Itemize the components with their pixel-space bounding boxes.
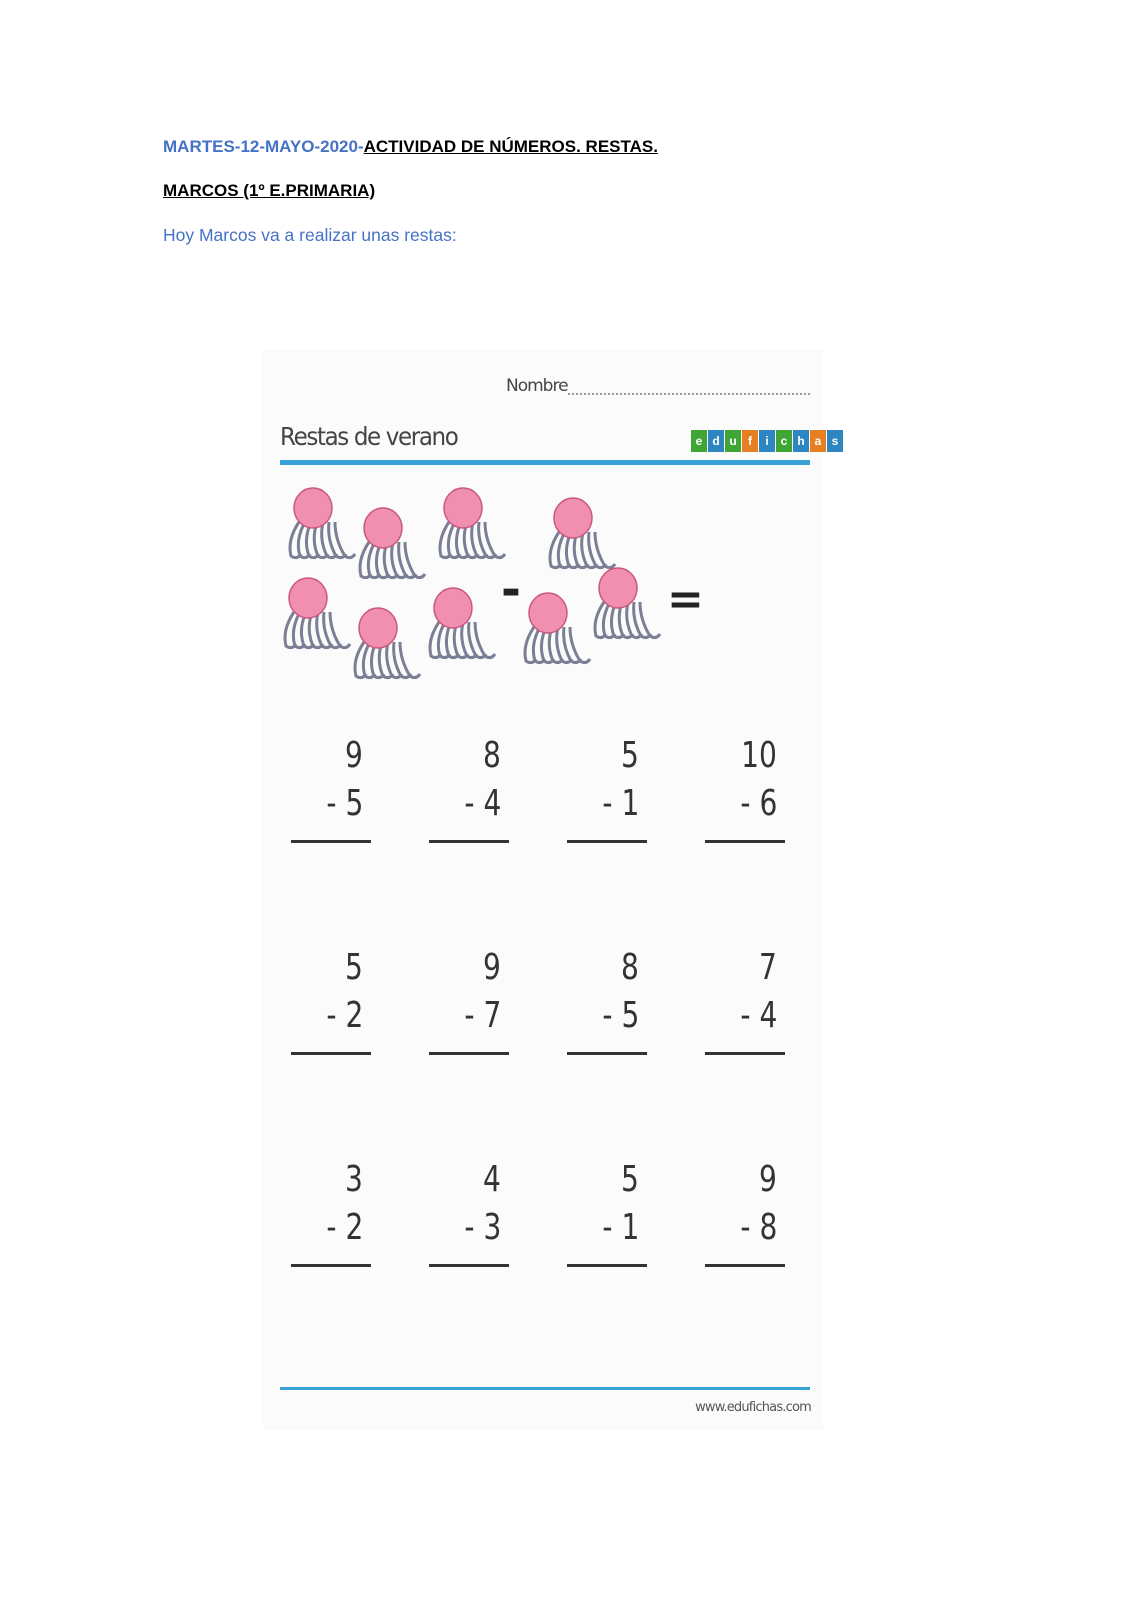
answer-line	[429, 1052, 509, 1055]
answer-line	[705, 1264, 785, 1267]
edufichas-logo	[691, 430, 843, 452]
octopus-icon	[550, 498, 615, 568]
subtraction-problem	[423, 735, 515, 835]
answer-line	[291, 840, 371, 843]
logo-letter: d	[708, 430, 724, 452]
footer-site: www.edufichas.com	[695, 1400, 811, 1415]
document-header	[163, 137, 658, 246]
minuend: 5	[621, 1159, 639, 1200]
octopus-icon	[360, 508, 425, 578]
answer-line	[567, 1052, 647, 1055]
subtrahend: - 1	[602, 1207, 639, 1248]
bottom-rule	[280, 1387, 810, 1390]
minuend: 3	[345, 1159, 363, 1200]
subtrahend: - 2	[326, 995, 363, 1036]
top-rule	[280, 460, 810, 465]
answer-line	[567, 840, 647, 843]
subtrahend: - 6	[740, 783, 777, 824]
subtrahend: - 5	[326, 783, 363, 824]
minuend: 9	[345, 735, 363, 776]
date-text: MARTES-12-MAYO-2020-	[163, 137, 364, 156]
answer-line	[705, 840, 785, 843]
name-blank-line	[568, 393, 810, 395]
subtrahend: - 1	[602, 783, 639, 824]
answer-line	[291, 1264, 371, 1267]
octopus-icon	[440, 488, 505, 558]
logo-letter: f	[742, 430, 758, 452]
answer-line	[567, 1264, 647, 1267]
minuend: 4	[483, 1159, 501, 1200]
nombre-label: Nombre	[506, 376, 568, 396]
minuend: 7	[759, 947, 777, 988]
answer-line	[429, 1264, 509, 1267]
minuend: 5	[345, 947, 363, 988]
subtraction-problem	[285, 1159, 377, 1259]
subtraction-problem	[561, 1159, 653, 1259]
logo-letter: c	[776, 430, 792, 452]
worksheet-title: Restas de verano	[280, 422, 458, 451]
logo-letter: u	[725, 430, 741, 452]
intro-text: Hoy Marcos va a realizar unas restas:	[163, 225, 457, 245]
subtraction-problem	[699, 735, 791, 835]
octopus-icon	[355, 608, 420, 678]
minuend: 8	[621, 947, 639, 988]
equals-sign: =	[667, 574, 704, 625]
heading-line	[163, 137, 658, 157]
subtraction-problem	[423, 1159, 515, 1259]
logo-letter: s	[827, 430, 843, 452]
subtraction-problem	[699, 1159, 791, 1259]
student-name: MARCOS (1º E.PRIMARIA)	[163, 181, 376, 200]
octopus-illustration	[273, 478, 723, 708]
subtraction-problem	[285, 735, 377, 835]
logo-letter: a	[810, 430, 826, 452]
subtrahend: - 5	[602, 995, 639, 1036]
subtraction-problem	[423, 947, 515, 1047]
logo-letter: h	[793, 430, 809, 452]
octopus-icon	[525, 593, 590, 663]
octopus-icon	[290, 488, 355, 558]
octopus-icon	[430, 588, 495, 658]
octopus-icon	[285, 578, 350, 648]
subtrahend: - 7	[464, 995, 501, 1036]
subtrahend: - 4	[740, 995, 777, 1036]
minus-sign: -	[501, 562, 521, 618]
worksheet-image	[263, 350, 839, 1430]
minuend: 9	[759, 1159, 777, 1200]
minuend: 5	[621, 735, 639, 776]
minuend: 9	[483, 947, 501, 988]
answer-line	[429, 840, 509, 843]
subtrahend: - 2	[326, 1207, 363, 1248]
answer-line	[705, 1052, 785, 1055]
subtraction-problem	[561, 947, 653, 1047]
subtraction-problem	[561, 735, 653, 835]
logo-letter: i	[759, 430, 775, 452]
subtrahend: - 8	[740, 1207, 777, 1248]
minuend: 10	[741, 735, 777, 776]
subtraction-problem	[699, 947, 791, 1047]
subtrahend: - 4	[464, 783, 501, 824]
subtraction-problem	[285, 947, 377, 1047]
activity-title: ACTIVIDAD DE NÚMEROS. RESTAS.	[363, 137, 658, 156]
subtrahend: - 3	[464, 1207, 501, 1248]
octopus-icon	[595, 568, 660, 638]
answer-line	[291, 1052, 371, 1055]
logo-letter: e	[691, 430, 707, 452]
minuend: 8	[483, 735, 501, 776]
